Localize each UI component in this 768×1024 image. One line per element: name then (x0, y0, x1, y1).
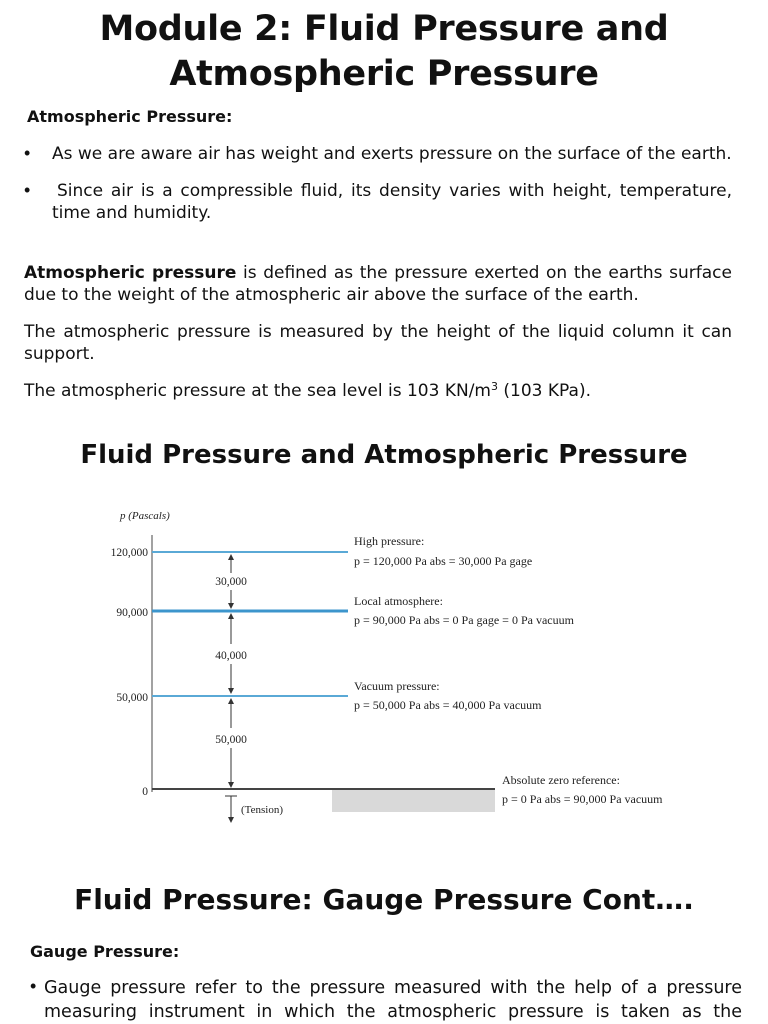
interval-label: 50,000 (215, 734, 247, 746)
sea-level-suffix: (103 KPa). (498, 381, 591, 401)
annotation-formula: p = 0 Pa abs = 90,000 Pa vacuum (502, 792, 663, 806)
gauge-section-title: Fluid Pressure: Gauge Pressure Cont…. (74, 883, 694, 916)
annotation-heading: High pressure: (354, 534, 425, 548)
annotation-formula: p = 50,000 Pa abs = 40,000 Pa vacuum (354, 698, 542, 712)
tick-label: 120,000 (110, 547, 148, 559)
annotation-heading: Vacuum pressure: (354, 679, 440, 693)
diagram-title: Fluid Pressure and Atmospheric Pressure (80, 440, 688, 470)
title-line-2: Atmospheric Pressure (169, 54, 599, 94)
atmospheric-heading: Atmospheric Pressure: (27, 107, 233, 126)
tick-label: 90,000 (116, 607, 148, 619)
gauge-bullet (30, 976, 742, 1024)
arrowhead-down (228, 603, 234, 609)
gauge-heading: Gauge Pressure: (30, 942, 180, 961)
measured-paragraph: The atmospheric pressure is measured by the height of the liquid column it can support. (24, 322, 732, 364)
bullet-icon: • (30, 976, 37, 996)
interval-label: 30,000 (215, 576, 247, 588)
bullet-icon: • (24, 180, 31, 200)
superscript: 3 (491, 380, 498, 393)
arrowhead-down (228, 782, 234, 788)
annotation-heading: Absolute zero reference: (502, 773, 620, 787)
definition-text: is defined as the pressure exerted on the earths surface due to the weight of the atmospheric air above the surface of the earth. (24, 263, 732, 305)
page-title (0, 7, 768, 97)
sea-level-paragraph (24, 380, 732, 402)
bullet-line: Gauge pressure refer to the pressure measured with the help of a pressure (44, 978, 742, 998)
annotation-formula: p = 120,000 Pa abs = 30,000 Pa gage (354, 554, 533, 568)
interval-label: 40,000 (215, 650, 247, 662)
tick-label: 0 (142, 786, 148, 798)
bullet-text (44, 976, 742, 1024)
tick-label: 50,000 (116, 692, 148, 704)
arrowhead-up (228, 613, 234, 619)
sea-level-text: The atmospheric pressure at the sea level is 103 KN/m (24, 381, 491, 401)
bullet-list (24, 143, 732, 224)
list-item (24, 143, 732, 165)
pressure-diagram (0, 500, 768, 840)
axis-label: p (Pascals) (120, 510, 170, 522)
title-line-1: Module 2: Fluid Pressure and (99, 9, 669, 49)
list-item (30, 976, 742, 1024)
arrowhead-up (228, 698, 234, 704)
zero-shade (332, 790, 495, 812)
definition-term: Atmospheric pressure (24, 263, 237, 283)
arrowhead-down (228, 688, 234, 694)
annotation-formula: p = 90,000 Pa abs = 0 Pa gage = 0 Pa vacuum (354, 613, 574, 627)
definition-paragraph (24, 262, 732, 306)
arrowhead-up (228, 554, 234, 560)
arrowhead-down (228, 817, 234, 823)
list-item (24, 180, 732, 224)
bullet-icon: • (24, 143, 31, 163)
tension-label: (Tension) (241, 804, 283, 816)
bullet-line: measuring instrument in which the atmospheric pressure is taken as the (44, 1002, 742, 1022)
bullet-text: As we are aware air has weight and exerts pressure on the surface of the earth. (52, 144, 732, 164)
bullet-text: Since air is a compressible fluid, its density varies with height, temperature, time and humidity. (52, 181, 732, 223)
annotation-heading: Local atmosphere: (354, 594, 443, 608)
